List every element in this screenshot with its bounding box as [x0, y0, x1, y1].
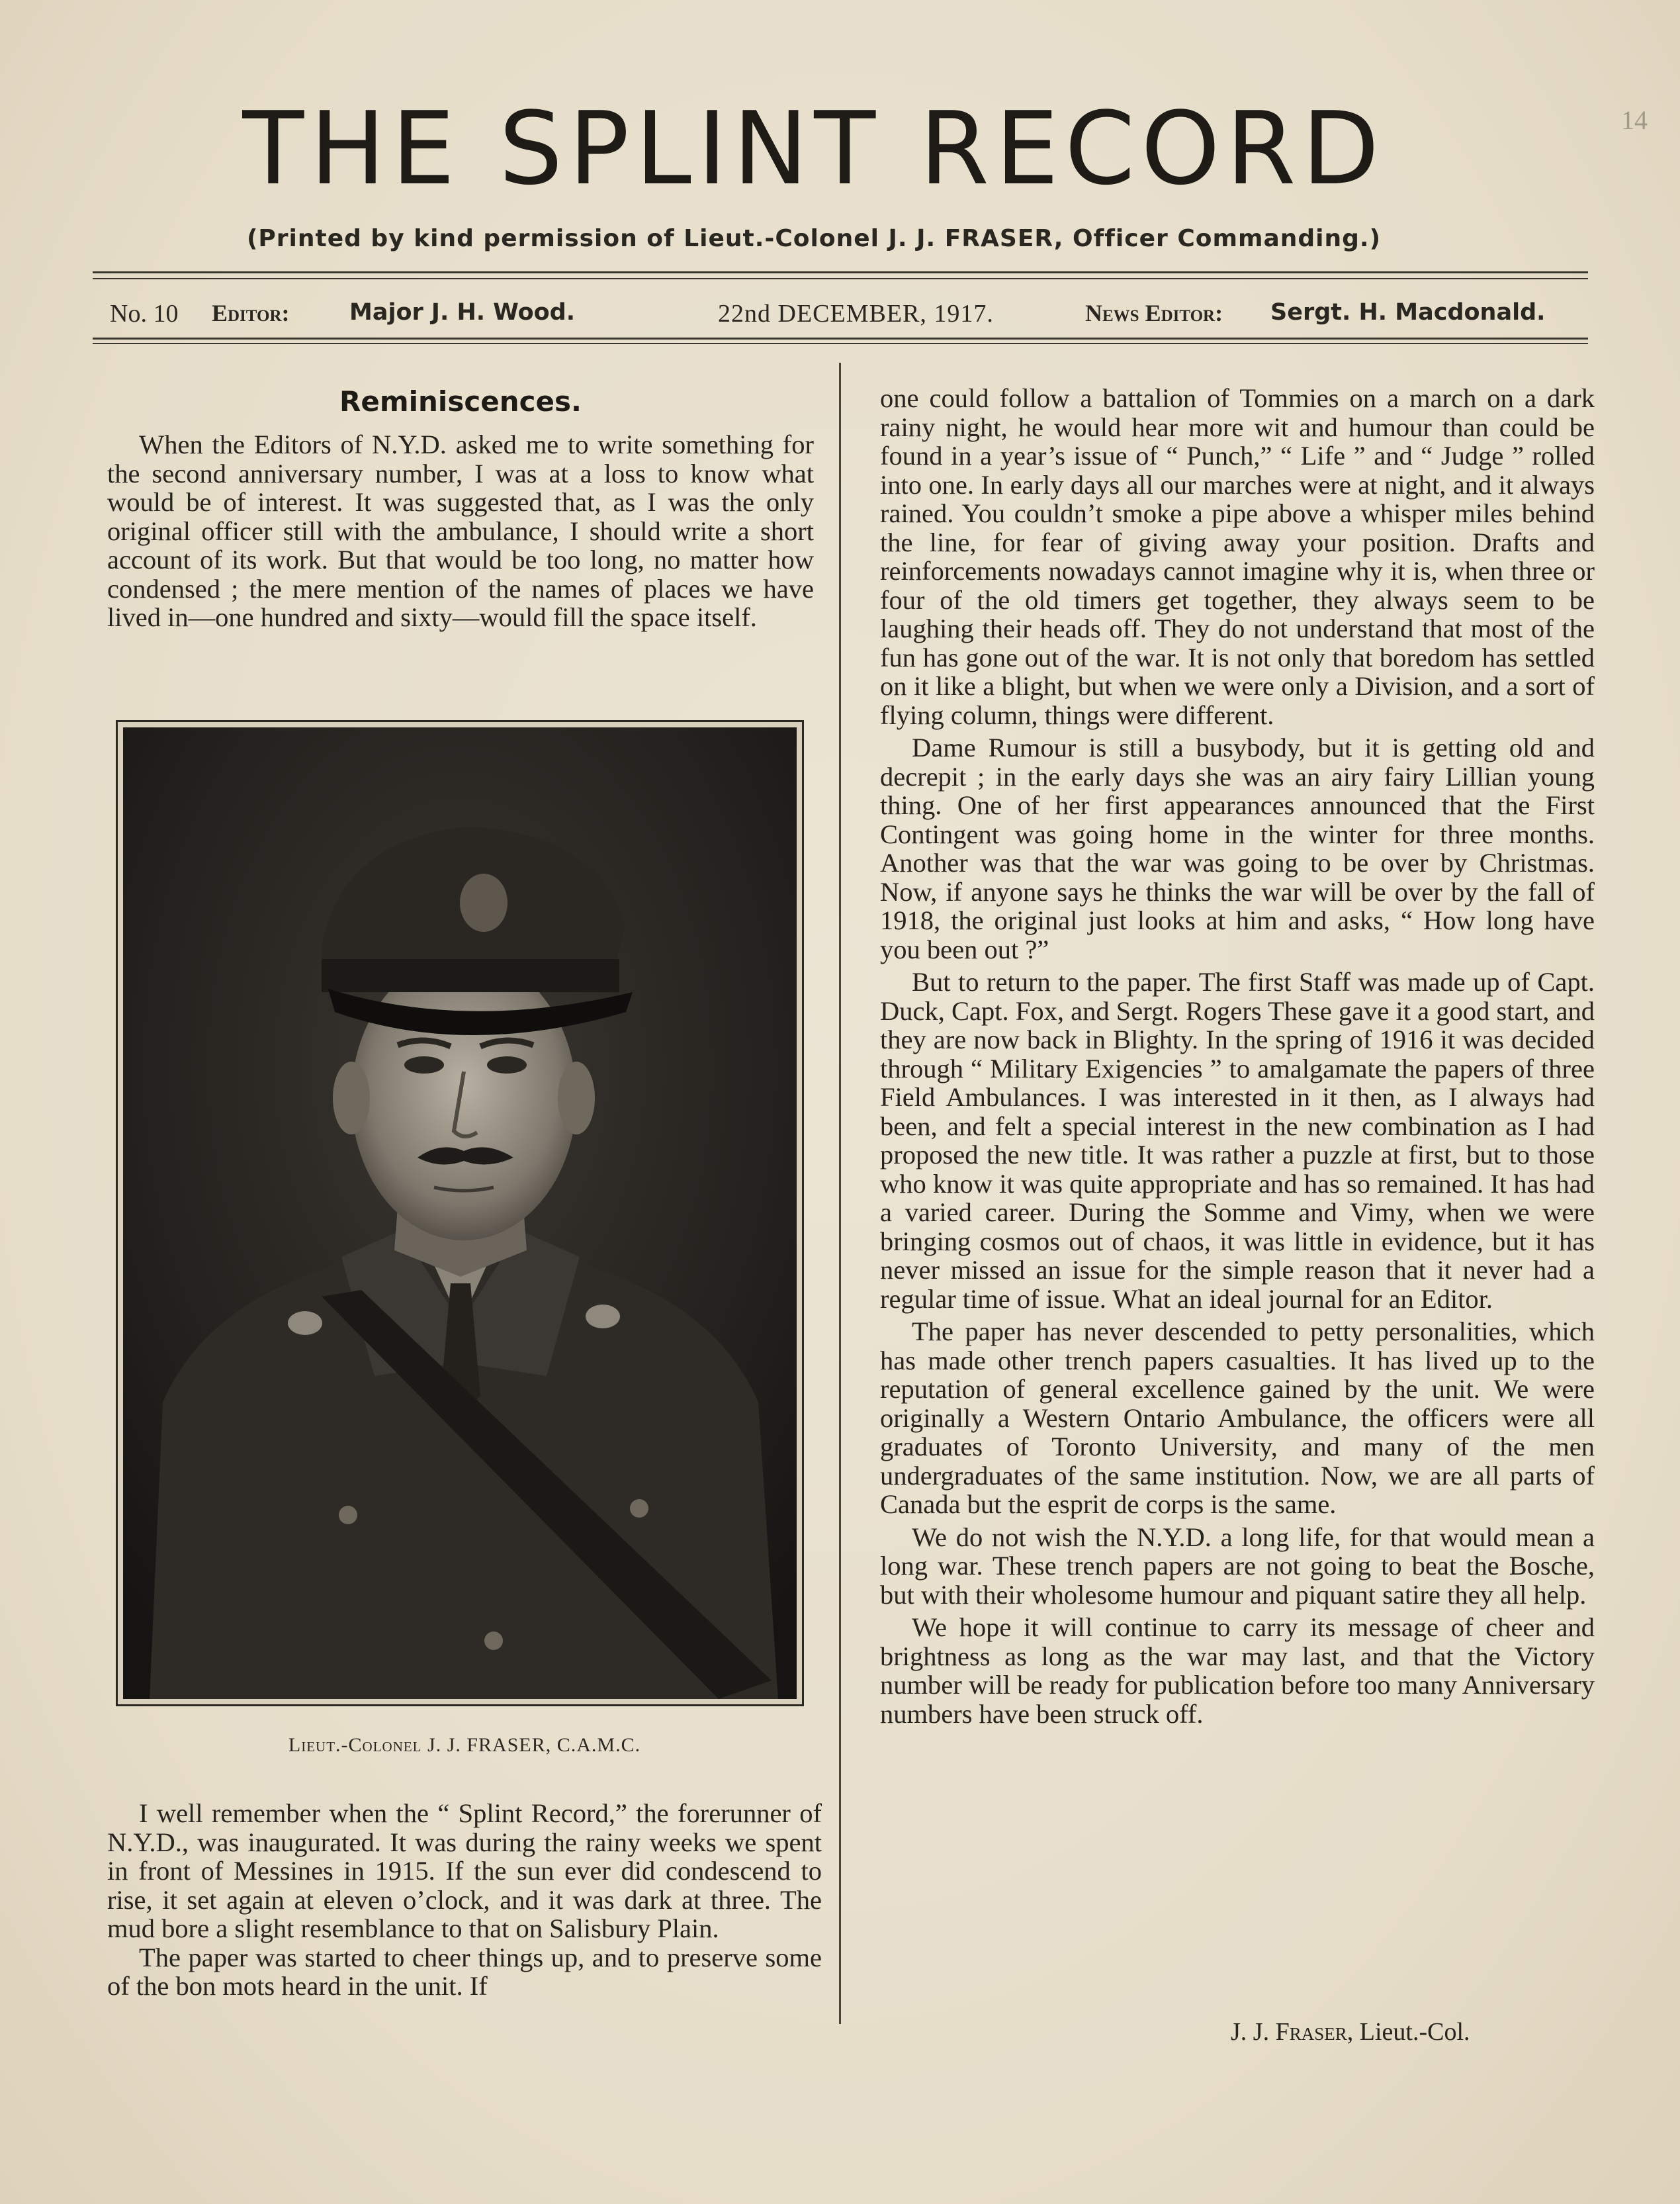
caption-name: J. J. FRASER, C.A.M.C. — [427, 1734, 641, 1756]
paragraph: We hope it will continue to carry its message of cheer and brightness as long as the war may last, and that the Victory number will be ready for publication before too many Anniversary numbers have been struck off. — [880, 1612, 1595, 1729]
paragraph: When the Editors of N.Y.D. asked me to write something for the second anniversary number, I was at a loss to know what would be of interest. It was suggested that, as I was the only original officer still with the ambulance, I should write a short account of its work. But that would be too long, no matter how condensed ; the mere mention of the names of places we have lived in—one hundred and sixty—would fill the space itself. — [107, 430, 814, 632]
news-editor-label: News Editor: — [1085, 300, 1223, 326]
issue-number: No. 10 — [110, 300, 179, 328]
officer-portrait-image — [123, 727, 797, 1699]
left-column-bottom — [107, 1799, 822, 2001]
paragraph: We do not wish the N.Y.D. a long life, for that would mean a long war. These trench papers are not going to beat the Bosche, but with their wholesome humour and piquant satire they all help. — [880, 1522, 1595, 1610]
paragraph: one could follow a battalion of Tommies on a march on a dark rainy night, he would hear more wit and humour than could be found in a year’s issue of “ Punch,” “ Life ” and “ Judge ” rolled into one. In early days all our marches were at night, and it always rained. You couldn’t smoke a pipe above a whisper miles behind the line, for fear of giving away your position. Drafts and reinforcements nowadays cannot imagine why it is, when three or four of the old timers get together, they always seem to be laughing their heads off. They do not understand that most of the fun has gone out of the war. It is not only that boredom has settled on it like a blight, but when we were only a Division, and a sort of flying column, things were different. — [880, 383, 1595, 730]
photo-caption — [107, 1734, 822, 1757]
news-editor-name: Sergt. H. Macdonald. — [1270, 299, 1546, 326]
signature — [1231, 2017, 1575, 2046]
caption-rank: Lieut.-Colonel — [288, 1734, 422, 1756]
paragraph: Dame Rumour is still a busybody, but it is getting old and decrepit ; in the early days she was an airy fairy Lillian young thing. One of her first appearances announced that the First Contingent was going home in the winter for three months. Another was that the war was going to be over by Christmas. Now, if anyone says he thinks the war will be over by the fall of 1918, the original just looks at him and asks, “ How long have you been out ?” — [880, 733, 1595, 964]
paragraph: The paper has never descended to petty personalities, which has made other trench papers casualties. It has lived up to the reputation of general excellence gained by the unit. We were originally a Western Ontario Ambulance, the officers were all graduates of Toronto University, and many of the men undergraduates of the same institution. Now, we are all parts of Canada but the esprit de corps is the same. — [880, 1316, 1595, 1519]
bottom-rule — [93, 338, 1588, 340]
paragraph: The paper was started to cheer things up, and to preserve some of the bon mots heard in the unit. If — [107, 1942, 822, 2001]
top-rule-inner — [93, 278, 1588, 279]
issue-date: 22nd DECEMBER, 1917. — [718, 300, 994, 328]
column-divider — [839, 363, 841, 2024]
left-column-top — [107, 430, 814, 632]
article-heading: Reminiscences. — [339, 385, 582, 418]
portrait-photo — [116, 720, 804, 1706]
bottom-rule-inner — [93, 343, 1588, 344]
right-column — [880, 384, 1595, 1732]
editor-name: Major J. H. Wood. — [349, 299, 576, 326]
editor-label: Editor: — [212, 300, 290, 326]
top-rule — [93, 271, 1588, 273]
page-number: 14 — [1621, 105, 1648, 135]
masthead-title: THE SPLINT RECORD — [242, 90, 1386, 207]
signature-rank: Lieut.-Col. — [1359, 2018, 1470, 2046]
signature-name: J. J. Fraser, — [1231, 2018, 1354, 2046]
paragraph: But to return to the paper. The first Staff was made up of Capt. Duck, Capt. Fox, and Sergt. Rogers These gave it a good start, and they are now back in Blighty. In the spring of 1916 it was decided through “ Military Exigencies ” to amalgamate the papers of three Field Ambulances. I was interested in it then, as I always had been, and felt a special interest in the new combination as I had proposed the new title. It was rather a puzzle at first, but to those who know it was quite appropriate and has so remained. It has had a varied career. During the Somme and Vimy, when we were bringing cosmos out of chaos, it was little in evidence, but it has never missed an issue for the simple reason that it never had a regular time of issue. What an ideal journal for an Editor. — [880, 967, 1595, 1314]
paragraph: I well remember when the “ Splint Record,” the forerunner of N.Y.D., was inaugurated. It was during the rainy weeks we spent in front of Messines in 1915. If the sun ever did condescend to rise, it set again at eleven o’clock, and it was dark at three. The mud bore a slight resemblance to that on Salisbury Plain. — [107, 1798, 822, 1943]
issue-info-bar — [106, 299, 1581, 332]
permission-line: (Printed by kind permission of Lieut.-Colonel J. J. FRASER, Officer Commanding.) — [246, 225, 1382, 252]
